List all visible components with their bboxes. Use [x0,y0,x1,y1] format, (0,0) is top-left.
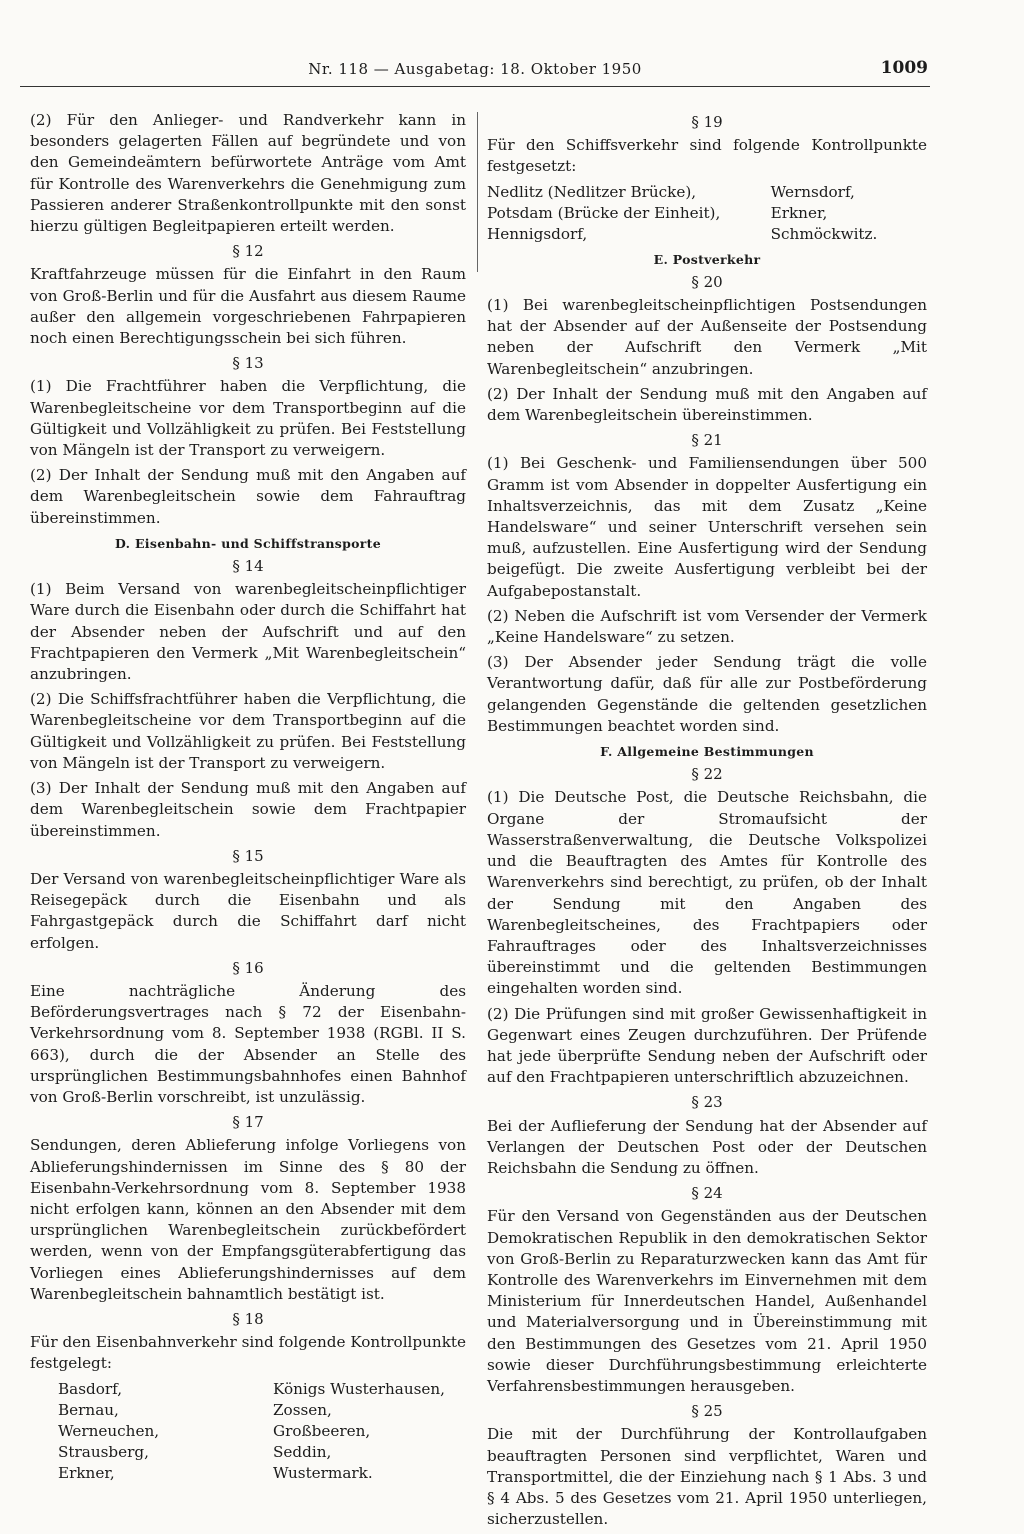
section-number: § 15 [232,846,264,865]
section-number: § 25 [691,1402,723,1421]
paragraph: (2) Der Inhalt der Sendung muß mit den Angaben auf dem Warenbegleitschein übereinstimmen. [487,384,927,425]
paragraph: (2) Der Inhalt der Sendung muß mit den Angaben auf dem Warenbegleitschein sowie dem Fahrauftrag übereinstimmen. [30,466,466,527]
page-header [20,56,930,87]
section-number: § 20 [691,272,723,291]
paragraph: (1) Beim Versand von warenbegleitscheinpflichtiger Ware durch die Eisenbahn oder durch die Schiffahrt hat der Absender neben der Aufschrift und auf den Frachtpapieren den Vermerk „Mit Warenbegleitschein“ anzubringen. [30,580,466,684]
list-item: Erkner, [770,203,828,222]
list-item: Nedlitz (Nedlitzer Brücke), [487,182,697,201]
paragraph: (3) Der Absender jeder Sendung trägt die volle Verantwortung dafür, daß für alle zur Postbeförderung gelangenden Gegenstände die geltenden gesetzlichen Bestimmungen beachtet worden sind. [487,653,927,735]
section-number: § 19 [691,113,723,131]
right-column [487,110,927,1534]
paragraph: Die mit der Durchführung der Kontrollaufgaben beauftragten Personen sind verpflichtet, Waren und Transportmittel, die der Einziehung nach § 1 Abs. 3 und § 4 Abs. 5 des Gesetzes vom 21. April 1950 unterliegen, sicherzustellen. [487,1425,927,1529]
paragraph: (1) Bei Geschenk- und Familiensendungen über 500 Gramm ist vom Absender in doppelter Ausfertigung ein Inhaltsverzeichnis, das mit dem Zusatz „Keine Handelsware“ und seiner Unterschrift versehen sein muß, aufzustellen. Eine Ausfertigung wird der Sendung beigefügt. Die zweite Ausfertigung verbleibt bei der Aufgabepostanstalt. [487,454,927,600]
paragraph: Für den Eisenbahnverkehr sind folgende Kontrollpunkte festgelegt: [30,1333,466,1373]
ship-checkpoint-list [487,182,927,245]
paragraph: (2) Für den Anlieger- und Randverkehr kann in besonders gelagerten Fällen auf begründete und von den Gemeindeämtern befürwortete Anträge vom Amt für Kontrolle des Warenverkehrs die Genehmigung zum Passieren anderer Straßenkontrollpunkte mit den sonst hierzu gültigen Begleitpapieren erteilt werden. [30,111,466,236]
section-number: § 24 [691,1184,723,1203]
section-number: § 23 [691,1093,723,1112]
section-heading: E. Postverkehr [653,251,761,267]
paragraph: (1) Die Frachtführer haben die Verpflichtung, die Warenbegleitscheine vor dem Transportbeginn auf die Gültigkeit und Vollzähligkeit zu prüfen. Bei Feststellung von Mängeln ist der Transport zu verweigern. [30,377,466,460]
list-item: Zossen, [273,1400,332,1419]
section-number: § 22 [691,765,723,784]
list-item: Basdorf, [58,1379,123,1398]
section-heading: F. Allgemeine Bestimmungen [600,744,814,760]
paragraph: Für den Versand von Gegenständen aus der Deutschen Demokratischen Republik in den demokratischen Sektor von Groß-Berlin zu Reparaturzwecken kann das Amt für Kontrolle des Warenverkehrs im Einvernehmen mit dem Ministerium für Innerdeutschen Handel, Außenhandel und Materialversorgung und in Übereinstimmung mit den Bestimmungen des Gesetzes vom 21. April 1950 sowie dieser Durchführungsbestimmung erleichterte Verfahrensbestimmungen herausgeben. [487,1207,927,1395]
list-item: Hennigsdorf, [487,224,588,243]
paragraph: (1) Die Deutsche Post, die Deutsche Reichsbahn, die Organe der Stromaufsicht der Wasserstraßenverwaltung, die Deutsche Volkspolizei und die Beauftragten des Amtes für Kontrolle des Warenverkehrs sind berechtigt, zu prüfen, ob der Inhalt der Sendung mit den Angaben des Warenbegleitscheines, des Frachtpapiers oder Fahrauftrages oder des Inhaltsverzeichnisses übereinstimmt und die geltenden Bestimmungen eingehalten worden sind. [487,788,927,998]
list-item: Wernsdorf, [770,182,855,201]
section-number: § 14 [232,557,264,576]
left-column [30,110,466,1484]
list-item: Strausberg, [58,1442,149,1461]
column-divider [477,112,478,272]
section-number: § 18 [232,1309,264,1328]
paragraph: Eine nachträgliche Änderung des Beförderungsvertrages nach § 72 der Eisenbahn-Verkehrsordnung vom 8. September 1938 (RGBl. II S. 663), durch die der Absender an Stelle des ursprünglichen Bestimmungsbahnhofes einen Bahnhof von Groß-Berlin vorschreibt, ist unzulässig. [30,981,466,1106]
list-item: Bernau, [58,1400,119,1419]
issue-line: Nr. 118 — Ausgabetag: 18. Oktober 1950 [308,60,642,78]
section-number: § 13 [232,354,264,373]
paragraph: Für den Schiffsverkehr sind folgende Kontrollpunkte festgesetzt: [487,136,927,176]
section-heading: D. Eisenbahn- und Schiffstransporte [114,535,382,551]
paragraph: Bei der Auflieferung der Sendung hat der Absender auf Verlangen der Deutschen Post oder der Deutschen Reichsbahn die Sendung zu öffnen. [487,1116,927,1177]
paragraph: Kraftfahrzeuge müssen für die Einfahrt in den Raum von Groß-Berlin und für die Ausfahrt aus diesem Raume außer den allgemein vorgeschriebenen Fahrpapieren noch einen Berechtigungsschein bei sich führen. [30,265,466,348]
paragraph: Der Versand von warenbegleitscheinpflichtiger Ware als Reisegepäck durch die Eisenbahn und als Fahrgastgepäck durch die Schiffahrt darf nicht erfolgen. [30,869,466,952]
list-item: Wustermark. [273,1463,373,1482]
list-item: Erkner, [58,1463,115,1482]
section-number: § 16 [232,958,264,977]
list-item: Großbeeren, [273,1421,371,1440]
list-item: Werneuchen, [58,1421,160,1440]
section-number: § 12 [232,242,264,261]
list-item: Schmöckwitz. [770,224,878,243]
section-number: § 17 [232,1113,264,1132]
paragraph: (2) Die Schiffsfrachtführer haben die Verpflichtung, die Warenbegleitscheine vor dem Transportbeginn auf die Gültigkeit und Vollzähligkeit zu prüfen. Bei Feststellung von Mängeln ist der Transport zu verweigern. [30,690,466,772]
rail-checkpoint-list [30,1379,466,1484]
paragraph: (1) Bei warenbegleitscheinpflichtigen Postsendungen hat der Absender auf der Außenseite der Postsendung neben der Aufschrift den Vermerk „Mit Warenbegleitschein“ anzubringen. [487,296,927,378]
paragraph: (2) Neben die Aufschrift ist vom Versender der Vermerk „Keine Handelsware“ zu setzen. [487,606,927,647]
paragraph: (3) Der Inhalt der Sendung muß mit den Angaben auf dem Warenbegleitschein sowie dem Frachtpapier übereinstimmen. [30,779,466,840]
list-item: Königs Wusterhausen, [273,1379,445,1398]
paragraph: Sendungen, deren Ablieferung infolge Vorliegens von Ablieferungshindernissen im Sinne des § 80 der Eisenbahn-Verkehrsordnung vom 8. September 1938 nicht erfolgen kann, können an den Absender mit dem ursprünglichen Warenbegleitschein zurückbefördert werden, wenn von der Empfangsgüterabfertigung das Vorliegen eines Ablieferungshindernisses auf dem Warenbegleitschein bahnamtlich bestätigt ist. [30,1136,466,1303]
list-item: Seddin, [273,1442,332,1461]
section-number: § 21 [691,431,723,450]
page-number: 1009 [880,58,928,78]
paragraph: (2) Die Prüfungen sind mit großer Gewissenhaftigkeit in Gegenwart eines Zeugen durchzuführen. Der Prüfende hat jede überprüfte Sendung neben der Aufschrift oder auf den Frachtpapieren unterschriftlich abzuzeichnen. [487,1004,927,1087]
list-item: Potsdam (Brücke der Einheit), [487,203,721,222]
